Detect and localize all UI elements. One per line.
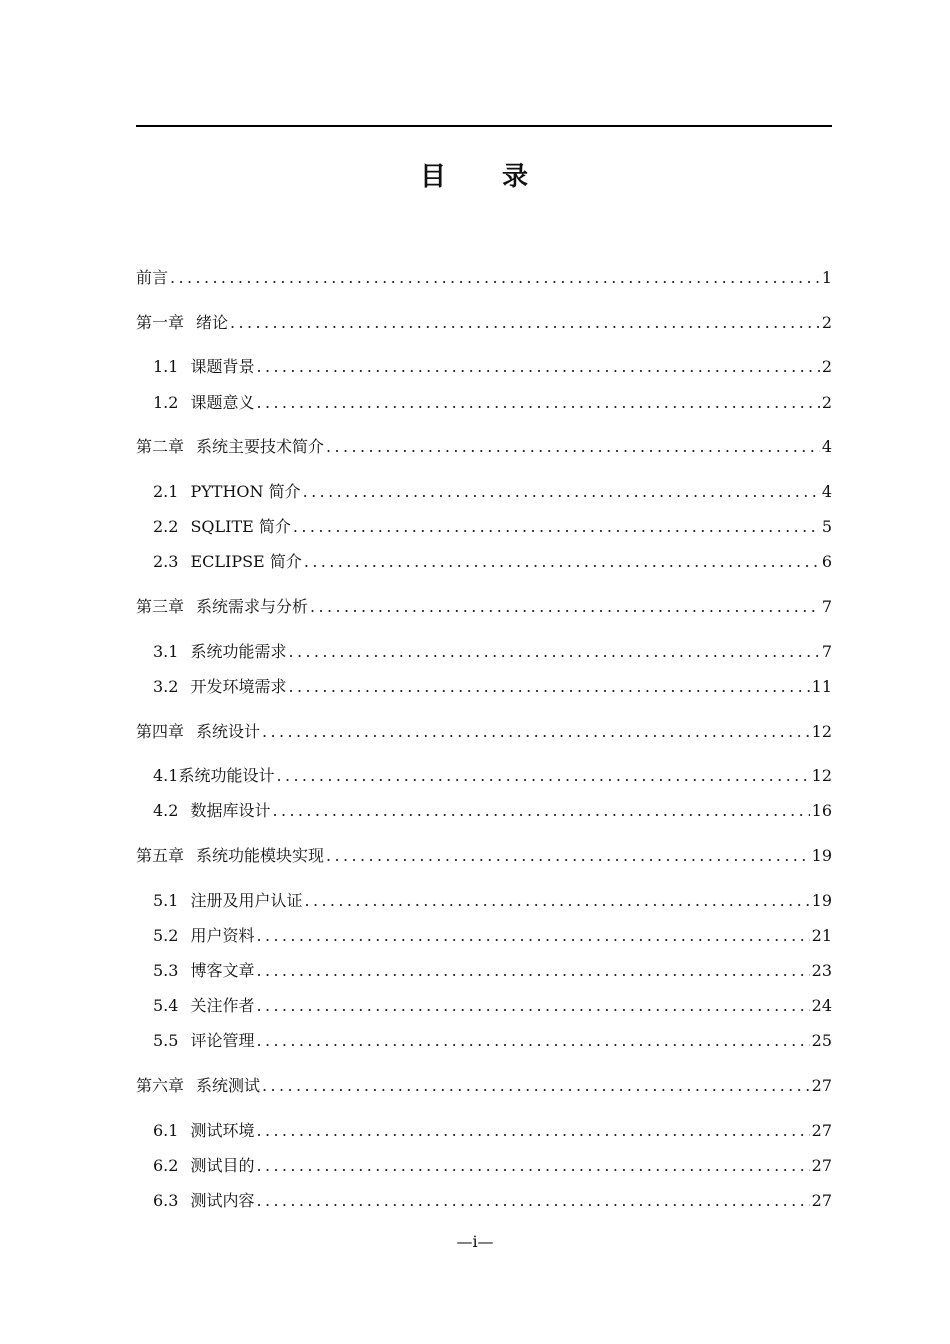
toc-dot-leader <box>288 677 809 696</box>
toc-entry-page: 11 <box>811 677 832 696</box>
toc-dot-leader <box>256 1156 809 1175</box>
toc-entry-chapter-6[interactable] <box>136 1073 832 1097</box>
toc-entry-text: 系统测试 <box>196 1076 261 1095</box>
toc-entry-5-1[interactable] <box>153 888 832 912</box>
toc-entry-number: 第六章 <box>136 1076 185 1095</box>
toc-dot-leader <box>310 597 820 616</box>
toc-dot-leader <box>256 996 809 1015</box>
toc-dot-leader <box>262 1076 810 1095</box>
toc-entry-chapter-3[interactable] <box>136 594 832 618</box>
toc-entry-3-1[interactable] <box>153 639 832 663</box>
toc-dot-leader <box>256 393 819 412</box>
toc-entry-page: 7 <box>821 597 832 616</box>
toc-entry-page: 19 <box>811 891 832 910</box>
toc-entry-text: 系统功能模块实现 <box>196 846 325 865</box>
toc-entry-text: 关注作者 <box>190 996 255 1015</box>
toc-entry-text: 前言 <box>136 268 169 287</box>
toc-dot-leader <box>256 1121 809 1140</box>
toc-entry-text: 系统主要技术简介 <box>196 437 325 456</box>
toc-entry-text: 用户资料 <box>190 926 255 945</box>
toc-entry-page: 5 <box>821 517 832 536</box>
toc-dot-leader <box>256 357 819 376</box>
toc-entry-page: 27 <box>811 1121 832 1140</box>
toc-entry-page: 12 <box>811 722 832 741</box>
toc-entry-text: 系统功能设计 <box>178 766 275 785</box>
toc-entry-number: 第二章 <box>136 437 185 456</box>
toc-entry-page: 16 <box>811 801 832 820</box>
toc-dot-leader <box>288 642 819 661</box>
toc-entry-page: 2 <box>821 313 832 332</box>
toc-entry-page: 21 <box>811 926 832 945</box>
toc-dot-leader <box>276 766 809 785</box>
toc-entry-text: 注册及用户认证 <box>190 891 303 910</box>
toc-entry-number: 6.1 <box>153 1121 179 1140</box>
toc-entry-text: 测试内容 <box>190 1191 255 1210</box>
toc-entry-number: 1.1 <box>153 357 179 376</box>
toc-entry-preface[interactable] <box>136 265 832 289</box>
toc-entry-2-2[interactable] <box>153 514 832 538</box>
toc-entry-chapter-5[interactable] <box>136 843 832 867</box>
toc-entry-page: 7 <box>821 642 832 661</box>
toc-dot-leader <box>256 1191 809 1210</box>
toc-entry-page: 6 <box>821 552 832 571</box>
toc-entry-number: 5.1 <box>153 891 179 910</box>
toc-entry-page: 2 <box>821 357 832 376</box>
toc-entry-number: 5.3 <box>153 961 179 980</box>
toc-entry-number: 5.4 <box>153 996 179 1015</box>
toc-dot-leader <box>303 482 820 501</box>
toc-entry-text: 博客文章 <box>190 961 255 980</box>
toc-entry-6-3[interactable] <box>153 1188 832 1212</box>
toc-entry-6-2[interactable] <box>153 1153 832 1177</box>
toc-entry-number: 第三章 <box>136 597 185 616</box>
toc-entry-5-5[interactable] <box>153 1028 832 1052</box>
toc-dot-leader <box>304 552 820 571</box>
toc-entry-5-2[interactable] <box>153 923 832 947</box>
toc-entry-page: 27 <box>811 1156 832 1175</box>
page-title-left: 目 <box>419 162 448 192</box>
toc-dot-leader <box>326 437 820 456</box>
toc-entry-text: ECLIPSE 简介 <box>190 552 302 571</box>
toc-entry-text: 课题意义 <box>190 393 255 412</box>
toc-entry-number: 1.2 <box>153 393 179 412</box>
toc-entry-page: 24 <box>811 996 832 1015</box>
toc-dot-leader <box>256 926 809 945</box>
toc-dot-leader <box>326 846 810 865</box>
toc-entry-number: 3.2 <box>153 677 179 696</box>
toc-entry-text: 测试目的 <box>190 1156 255 1175</box>
toc-entry-5-3[interactable] <box>153 958 832 982</box>
toc-entry-number: 4.1 <box>153 766 179 785</box>
toc-entry-text: 测试环境 <box>190 1121 255 1140</box>
toc-entry-page: 19 <box>811 846 832 865</box>
toc-entry-chapter-4[interactable] <box>136 719 832 743</box>
toc-entry-text: PYTHON 简介 <box>190 482 301 501</box>
toc-entry-text: 开发环境需求 <box>190 677 287 696</box>
toc-entry-number: 6.3 <box>153 1191 179 1210</box>
toc-entry-number: 2.2 <box>153 517 179 536</box>
toc-entry-text: 数据库设计 <box>190 801 271 820</box>
toc-entry-number: 第五章 <box>136 846 185 865</box>
toc-entry-4-1[interactable] <box>153 763 832 787</box>
toc-entry-page: 12 <box>811 766 832 785</box>
toc-dot-leader <box>170 268 820 287</box>
toc-dot-leader <box>256 961 809 980</box>
toc-entry-6-1[interactable] <box>153 1118 832 1142</box>
toc-entry-text: 系统设计 <box>196 722 261 741</box>
page-title-right: 录 <box>502 162 531 192</box>
toc-entry-text: 评论管理 <box>190 1031 255 1050</box>
toc-entry-5-4[interactable] <box>153 993 832 1017</box>
toc-dot-leader <box>272 801 809 820</box>
toc-entry-page: 2 <box>821 393 832 412</box>
toc-dot-leader <box>230 313 820 332</box>
toc-entry-text: 课题背景 <box>190 357 255 376</box>
toc-entry-text: 系统需求与分析 <box>196 597 309 616</box>
toc-entry-page: 27 <box>811 1076 832 1095</box>
toc-entry-page: 1 <box>821 268 832 287</box>
toc-entry-number: 2.3 <box>153 552 179 571</box>
toc-entry-4-2[interactable] <box>153 798 832 822</box>
toc-entry-1-1[interactable] <box>153 354 832 378</box>
toc-entry-number: 第一章 <box>136 313 185 332</box>
toc-entry-page: 27 <box>811 1191 832 1210</box>
toc-entry-text: 系统功能需求 <box>190 642 287 661</box>
toc-entry-number: 5.2 <box>153 926 179 945</box>
toc-entry-text: SQLITE 简介 <box>190 517 291 536</box>
toc-dot-leader <box>304 891 809 910</box>
toc-entry-page: 4 <box>821 482 832 501</box>
page-number-footer: —i— <box>456 1232 494 1251</box>
page-title <box>0 156 950 193</box>
toc-dot-leader <box>262 722 810 741</box>
header-rule <box>136 125 832 127</box>
toc-entry-number: 6.2 <box>153 1156 179 1175</box>
toc-dot-leader <box>293 517 820 536</box>
toc-entry-chapter-2[interactable] <box>136 434 832 458</box>
toc-entry-3-2[interactable] <box>153 674 832 698</box>
toc-entry-2-1[interactable] <box>153 479 832 503</box>
toc-entry-page: 25 <box>811 1031 832 1050</box>
toc-entry-number: 第四章 <box>136 722 185 741</box>
toc-entry-text: 绪论 <box>196 313 229 332</box>
toc-entry-number: 5.5 <box>153 1031 179 1050</box>
toc-entry-number: 4.2 <box>153 801 179 820</box>
toc-entry-number: 2.1 <box>153 482 179 501</box>
toc-entry-page: 23 <box>811 961 832 980</box>
toc-entry-page: 4 <box>821 437 832 456</box>
toc-dot-leader <box>256 1031 809 1050</box>
toc-entry-number: 3.1 <box>153 642 179 661</box>
toc-entry-chapter-1[interactable] <box>136 310 832 334</box>
toc-entry-2-3[interactable] <box>153 549 832 573</box>
toc-entry-1-2[interactable] <box>153 390 832 414</box>
